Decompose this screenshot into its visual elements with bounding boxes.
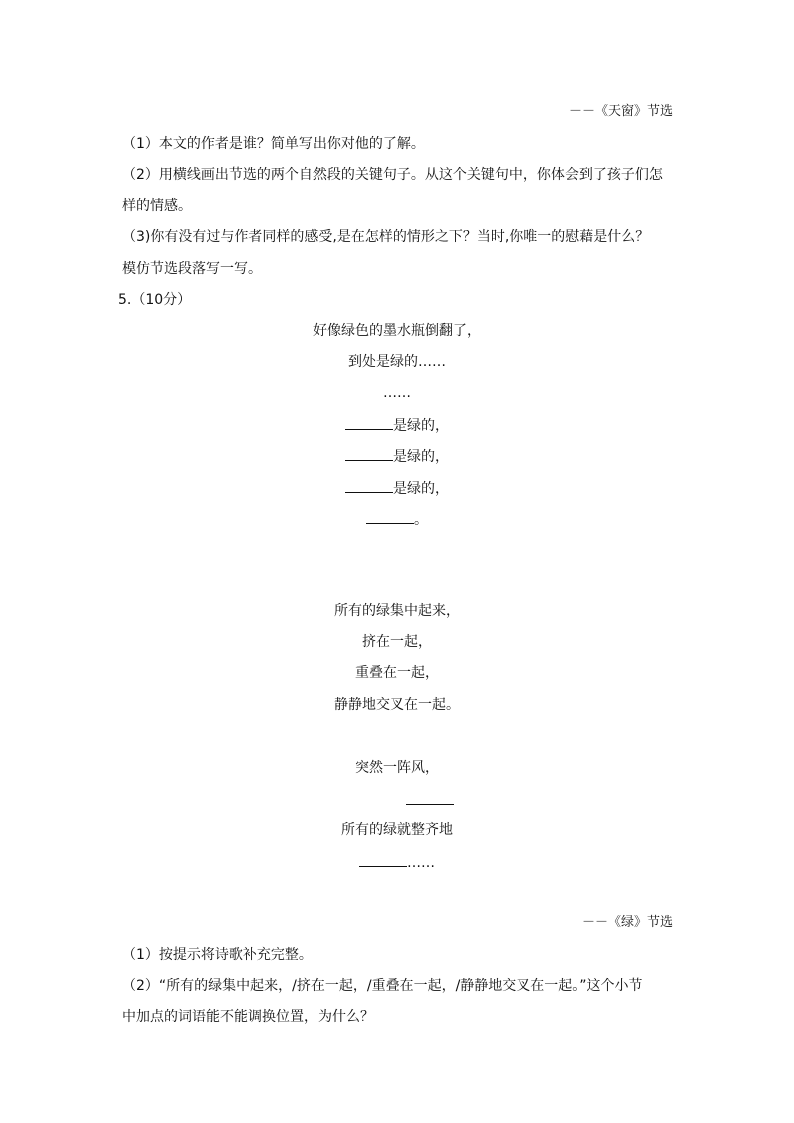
poem-line: …… — [383, 385, 411, 401]
poem-line: 到处是绿的…… — [348, 354, 446, 370]
poem-line-with-blank: 。 — [0, 509, 794, 529]
poem-line: 重叠在一起， — [355, 665, 439, 681]
question5-source: －－《绿》节选 — [581, 915, 673, 930]
fill-blank[interactable] — [345, 415, 393, 430]
question5-header: 5.（10分） — [118, 292, 192, 308]
question5-question-1: （1）按提示将诗歌补充完整。 — [122, 947, 313, 963]
passage1-question-1: （1）本文的作者是谁？简单写出你对他的了解。 — [122, 136, 425, 152]
fill-blank[interactable] — [359, 852, 407, 867]
poem-line-with-blank: 是绿的， — [0, 415, 794, 435]
fill-blank[interactable] — [345, 446, 393, 461]
poem-blank-line — [406, 790, 454, 810]
question5-question-2-line2: 中加点的词语能不能调换位置，为什么？ — [122, 1009, 374, 1025]
passage1-question-3-line2: 模仿节选段落写一写。 — [122, 261, 262, 277]
passage1-question-2-line1: （2）用横线画出节选的两个自然段的关键句子。从这个关键句中，你体会到了孩子们怎 — [122, 167, 663, 183]
poem-line: 好像绿色的墨水瓶倒翻了， — [313, 323, 481, 339]
question5-question-2-line1: （2）“所有的绿集中起来，/挤在一起，/重叠在一起，/静静地交叉在一起。”这个小节 — [122, 978, 643, 994]
poem-line: 静静地交叉在一起。 — [334, 697, 460, 713]
poem-line: 所有的绿集中起来， — [334, 603, 460, 619]
poem-line: 所有的绿就整齐地 — [341, 822, 453, 838]
poem-line: 挤在一起， — [362, 634, 432, 650]
poem-line-with-blank: …… — [0, 852, 794, 872]
poem-line-with-blank: 是绿的， — [0, 478, 794, 498]
fill-blank[interactable] — [366, 509, 414, 524]
passage1-question-3-line1: （3)你有没有过与作者同样的感受,是在怎样的情形之下？当时,你唯一的慰藉是什么？ — [122, 229, 650, 245]
fill-blank[interactable] — [406, 790, 454, 805]
fill-blank[interactable] — [345, 478, 393, 493]
poem-line: 突然一阵风， — [355, 760, 439, 776]
passage1-source: －－《天窗》节选 — [568, 104, 673, 119]
passage1-question-2-line2: 样的情感。 — [122, 198, 192, 214]
poem-line-with-blank: 是绿的， — [0, 446, 794, 466]
